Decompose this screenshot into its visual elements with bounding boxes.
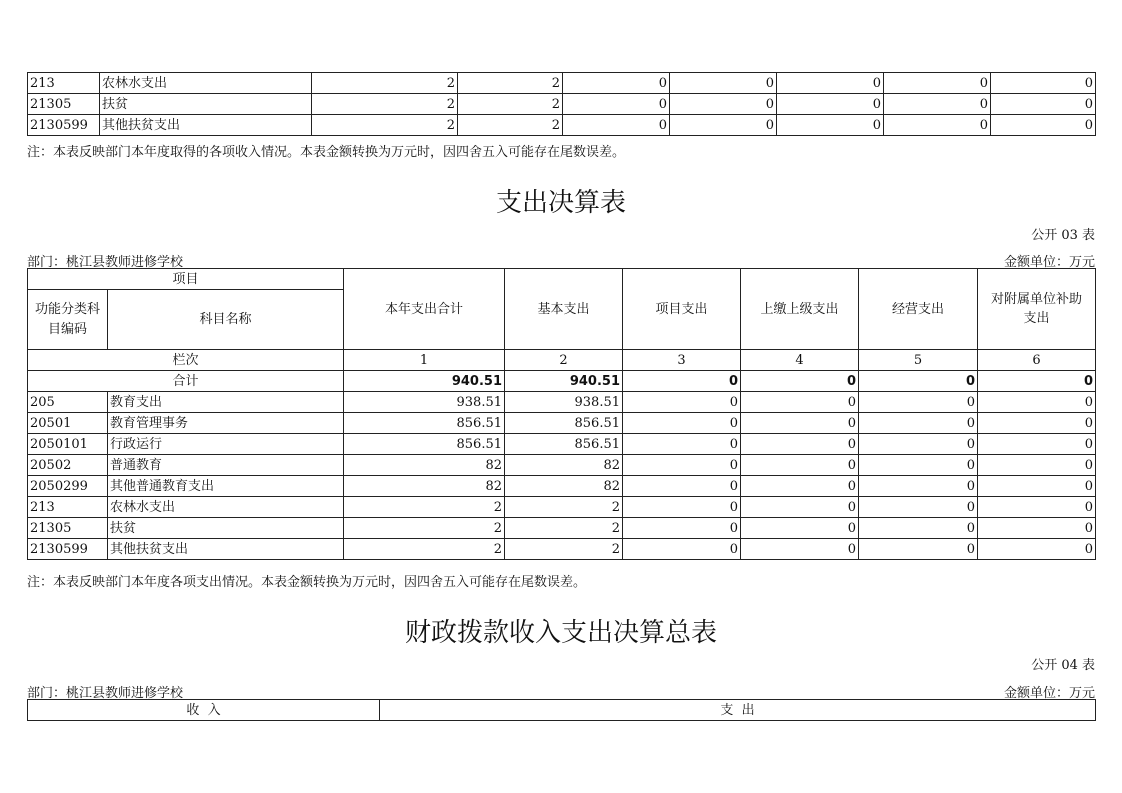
fiscal-dept: 部门：桃江县教师进修学校 xyxy=(27,686,184,701)
row-value: 0 xyxy=(670,115,777,136)
col-num: 6 xyxy=(978,350,1096,371)
income-note: 注：本表反映部门本年度取得的各项收入情况。本表金额转换为万元时，因四舍五入可能存在尾数误差。 xyxy=(27,145,626,160)
table-row xyxy=(28,497,1096,518)
row-value: 0 xyxy=(978,413,1096,434)
row-value: 2 xyxy=(312,73,458,94)
header-col-2: 基本支出 xyxy=(505,269,623,350)
col-num: 1 xyxy=(344,350,505,371)
header-name: 科目名称 xyxy=(108,290,344,350)
col-num: 3 xyxy=(623,350,741,371)
row-code: 213 xyxy=(28,497,108,518)
header-col-4: 上缴上级支出 xyxy=(741,269,859,350)
row-name: 行政运行 xyxy=(108,434,344,455)
table-row xyxy=(28,434,1096,455)
expense-title: 支出决算表 xyxy=(495,188,626,218)
row-value: 0 xyxy=(859,434,978,455)
table-row xyxy=(28,413,1096,434)
row-value: 0 xyxy=(777,115,884,136)
row-value: 0 xyxy=(623,413,741,434)
row-value: 0 xyxy=(978,539,1096,560)
total-value: 0 xyxy=(978,371,1096,392)
row-value: 0 xyxy=(884,115,991,136)
row-code: 205 xyxy=(28,392,108,413)
row-name: 普通教育 xyxy=(108,455,344,476)
row-code: 21305 xyxy=(28,518,108,539)
income-header: 收 入 xyxy=(28,700,380,721)
row-value: 0 xyxy=(623,434,741,455)
row-value: 2 xyxy=(344,539,505,560)
row-value: 0 xyxy=(741,434,859,455)
row-value: 0 xyxy=(978,434,1096,455)
table-row xyxy=(28,392,1096,413)
row-code: 21305 xyxy=(28,94,100,115)
col-num: 5 xyxy=(859,350,978,371)
row-value: 856.51 xyxy=(505,413,623,434)
row-value: 0 xyxy=(859,539,978,560)
row-value: 2 xyxy=(312,94,458,115)
header-item: 项目 xyxy=(28,269,344,290)
row-value: 0 xyxy=(978,518,1096,539)
row-value: 2 xyxy=(505,539,623,560)
row-name: 农林水支出 xyxy=(100,73,312,94)
header-code: 功能分类科目编码 xyxy=(28,290,108,350)
table-row xyxy=(28,539,1096,560)
row-code: 2050101 xyxy=(28,434,108,455)
table-row xyxy=(28,455,1096,476)
expense-unit: 金额单位：万元 xyxy=(1003,255,1095,270)
header-col-3: 项目支出 xyxy=(623,269,741,350)
row-value: 0 xyxy=(563,94,670,115)
row-value: 0 xyxy=(884,73,991,94)
row-value: 0 xyxy=(623,476,741,497)
row-value: 2 xyxy=(312,115,458,136)
row-code: 2050299 xyxy=(28,476,108,497)
row-value: 2 xyxy=(344,518,505,539)
expense-table xyxy=(27,268,1096,560)
row-value: 0 xyxy=(978,497,1096,518)
row-value: 0 xyxy=(859,497,978,518)
row-value: 0 xyxy=(563,73,670,94)
expense-note: 注：本表反映部门本年度各项支出情况。本表金额转换为万元时，因四舍五入可能存在尾数误差。 xyxy=(27,575,587,590)
table-row xyxy=(28,115,1096,136)
row-value: 0 xyxy=(978,392,1096,413)
row-value: 0 xyxy=(991,94,1096,115)
header-col-1: 本年支出合计 xyxy=(344,269,505,350)
row-value: 856.51 xyxy=(344,413,505,434)
row-value: 0 xyxy=(563,115,670,136)
fiscal-unit: 金额单位：万元 xyxy=(1003,686,1095,701)
table-row xyxy=(28,73,1096,94)
row-value: 0 xyxy=(777,73,884,94)
row-value: 2 xyxy=(458,94,563,115)
total-value: 0 xyxy=(741,371,859,392)
table-row xyxy=(28,476,1096,497)
total-label: 合计 xyxy=(28,371,344,392)
row-value: 2 xyxy=(505,497,623,518)
row-value: 0 xyxy=(670,94,777,115)
row-value: 82 xyxy=(344,455,505,476)
row-value: 856.51 xyxy=(344,434,505,455)
row-value: 0 xyxy=(741,455,859,476)
row-name: 扶贫 xyxy=(108,518,344,539)
row-value: 938.51 xyxy=(344,392,505,413)
row-name: 农林水支出 xyxy=(108,497,344,518)
row-value: 2 xyxy=(458,115,563,136)
row-value: 938.51 xyxy=(505,392,623,413)
row-value: 0 xyxy=(859,413,978,434)
expense-table-no: 公开 03 表 xyxy=(1031,228,1095,243)
table-row xyxy=(28,94,1096,115)
header-col-5: 经营支出 xyxy=(859,269,978,350)
income-table-tail xyxy=(27,72,1096,136)
col-num: 4 xyxy=(741,350,859,371)
row-value: 0 xyxy=(978,455,1096,476)
row-value: 0 xyxy=(859,476,978,497)
row-value: 0 xyxy=(741,392,859,413)
fiscal-table-no: 公开 04 表 xyxy=(1031,658,1095,673)
row-value: 0 xyxy=(859,455,978,476)
total-value: 0 xyxy=(859,371,978,392)
fiscal-table xyxy=(27,699,1096,721)
row-value: 0 xyxy=(991,115,1096,136)
expense-dept: 部门：桃江县教师进修学校 xyxy=(27,255,184,270)
row-name: 其他扶贫支出 xyxy=(100,115,312,136)
total-value: 940.51 xyxy=(344,371,505,392)
row-value: 0 xyxy=(859,518,978,539)
row-value: 0 xyxy=(741,497,859,518)
row-name: 教育管理事务 xyxy=(108,413,344,434)
row-code: 213 xyxy=(28,73,100,94)
row-code: 2130599 xyxy=(28,539,108,560)
total-value: 0 xyxy=(623,371,741,392)
row-value: 0 xyxy=(741,413,859,434)
row-value: 2 xyxy=(505,518,623,539)
row-value: 0 xyxy=(623,455,741,476)
row-value: 0 xyxy=(623,518,741,539)
row-value: 0 xyxy=(741,476,859,497)
header-lanci: 栏次 xyxy=(28,350,344,371)
row-code: 20502 xyxy=(28,455,108,476)
row-value: 0 xyxy=(623,497,741,518)
row-value: 0 xyxy=(623,392,741,413)
row-value: 0 xyxy=(859,392,978,413)
header-col-6: 对附属单位补助支出 xyxy=(978,269,1096,350)
row-value: 82 xyxy=(344,476,505,497)
row-value: 82 xyxy=(505,455,623,476)
col-num: 2 xyxy=(505,350,623,371)
row-value: 0 xyxy=(991,73,1096,94)
row-value: 0 xyxy=(623,539,741,560)
row-name: 其他普通教育支出 xyxy=(108,476,344,497)
row-value: 0 xyxy=(741,539,859,560)
row-code: 20501 xyxy=(28,413,108,434)
row-value: 0 xyxy=(741,518,859,539)
total-value: 940.51 xyxy=(505,371,623,392)
row-value: 856.51 xyxy=(505,434,623,455)
row-value: 2 xyxy=(458,73,563,94)
row-value: 82 xyxy=(505,476,623,497)
row-name: 教育支出 xyxy=(108,392,344,413)
row-name: 其他扶贫支出 xyxy=(108,539,344,560)
row-value: 0 xyxy=(777,94,884,115)
fiscal-title: 财政拨款收入支出决算总表 xyxy=(404,618,717,648)
table-row xyxy=(28,518,1096,539)
row-value: 0 xyxy=(978,476,1096,497)
row-value: 0 xyxy=(670,73,777,94)
row-value: 0 xyxy=(884,94,991,115)
expense-header: 支 出 xyxy=(380,700,1096,721)
row-value: 2 xyxy=(344,497,505,518)
row-name: 扶贫 xyxy=(100,94,312,115)
row-code: 2130599 xyxy=(28,115,100,136)
